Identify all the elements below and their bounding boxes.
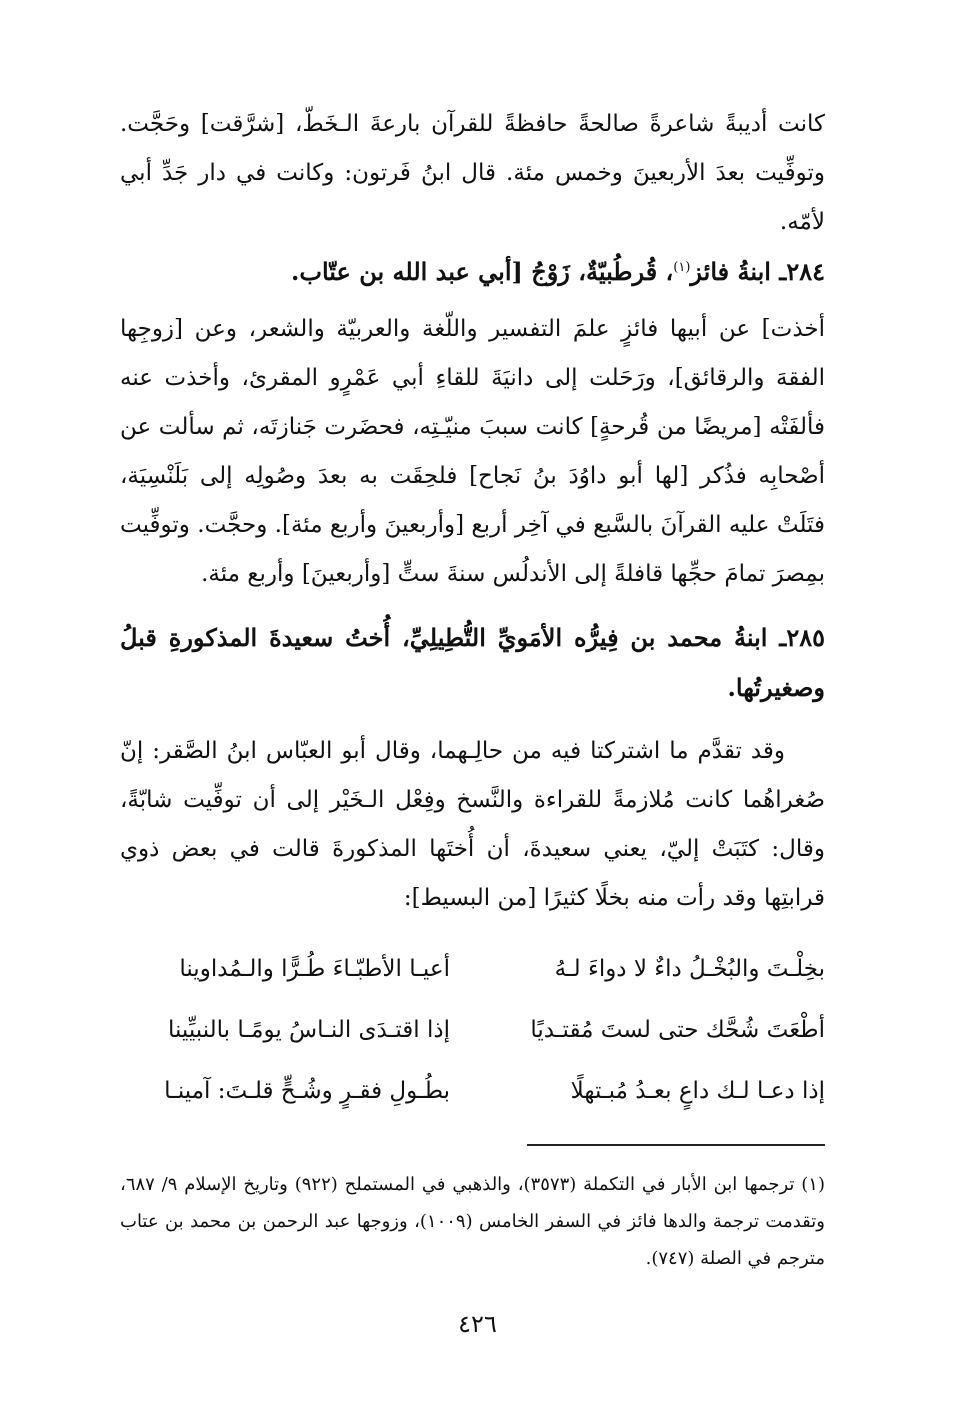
poem-hemistich-second: إذا اقتـدَى النـاسُ يومًـا بالنبيِّينا [167,1017,450,1043]
entry-284-heading-end: ، قُرطُبيّةٌ، زَوْجُ [أبي عبد الله بن عتّاب. [291,257,674,286]
page-number: ٤٢٦ [458,1310,497,1338]
entry-284-heading [120,247,825,297]
poem-hemistich-first: بخِلْـتَ والبُخْـلُ داءٌ لا دواءَ لـهُ [554,956,825,982]
footnote-divider [527,1144,825,1146]
footnote-marker: (١) [673,260,691,275]
poem-hemistich-first: إذا دعـا لـك داعٍ بعـدُ مُبـتهلًا [570,1078,825,1104]
poem-verse [120,1000,825,1061]
entry-285-heading: ٢٨٥ـ ابنةُ محمد بن فِيرُّه الأمَويِّ التُّطِيلِيِّ، أُختُ سعيدةَ المذكورةِ قبلُ وصغيرتُها. [120,623,825,702]
poem-verse [120,939,825,1000]
poem-hemistich-second: بطُـولِ فقـرٍ وشُـحٍّ قلـتَ: آمينـا [164,1078,450,1104]
poem [120,939,825,1122]
entry-284-heading-start: ٢٨٤ـ ابنةُ فائز [690,257,825,286]
poem-verse [120,1061,825,1122]
entry-285-paragraph: وقد تقدَّم ما اشتركتا فيه من حالِـهما، وقال أبو العبّاس ابنُ الصَّقر: إنّ صُغراهُما كانت مُلازمةً للقراءة والنَّسخ وفِعْل الـخَيْر إلى أن توفِّيت شابّةً، وقال: كتَبَتْ إليّ، يعني سعيدةَ، أن أُختَها المذكورةَ قالت في بعض ذوي قرابتِها وقد رأت منه بخلًا كثيرًا [من البسيط]: [120,738,825,911]
intro-paragraph: كانت أديبةً شاعرةً صالحةً حافظةً للقرآن بارعةَ الـخَطّ، [شرَّقت] وحَجَّت. وتوفِّيت بعدَ الأربعينَ وخمس مئة. قال ابنُ فَرتون: وكانت في دار جَدِّ أبي لأمّه. [120,111,825,235]
footnote-text: (١) ترجمها ابن الأبار في التكملة (٣٥٧٣)، والذهبي في المستملح (٩٢٢) وتاريخ الإسلام ٩/ ٦٨٧، وتقدمت ترجمة والدها فائز في السفر الخامس (١٠٠٩)، وزوجها عبد الرحمن بن محمد بن عتاب مترجم في الصلة (٧٤٧). [120,1174,825,1269]
poem-hemistich-second: أعيـا الأطبّـاءَ طُـرًّا والـمُداوينا [179,956,450,982]
poem-hemistich-first: أطْعَتَ شُحَّك حتى لستَ مُقتـديًا [530,1017,825,1043]
entry-284-paragraph: أخذت] عن أبيها فائزٍ علمَ التفسير واللّغة والعربيّة والشعر، وعن [زوجِها الفقهَ والرقائق]، ورَحَلت إلى دانيَةَ للقاءِ أبي عَمْرٍو المقرئ، وأخذت عنه فألفَتْه [مريضًا من قُرحةٍ] كانت سببَ منيّـتِه، فحضَرت جَنازتَه، ثم سألت عن أصْحابِه فذُكر [لها أبو داوُدَ بنُ نَجاح] فلحِقَت به بعدَ وصُولِه إلى بَلَنْسِيَة، فتَلَتْ عليه القرآنَ بالسَّبع في آخِر أربع [وأربعينَ وأربع مئة]. وحجَّت. وتوفِّيت بمِصرَ تمامَ حجِّها قافلةً إلى الأندلُس سنةَ ستٍّ [وأربعينَ] وأربع مئة. [120,316,825,587]
page-body [120,100,825,1295]
